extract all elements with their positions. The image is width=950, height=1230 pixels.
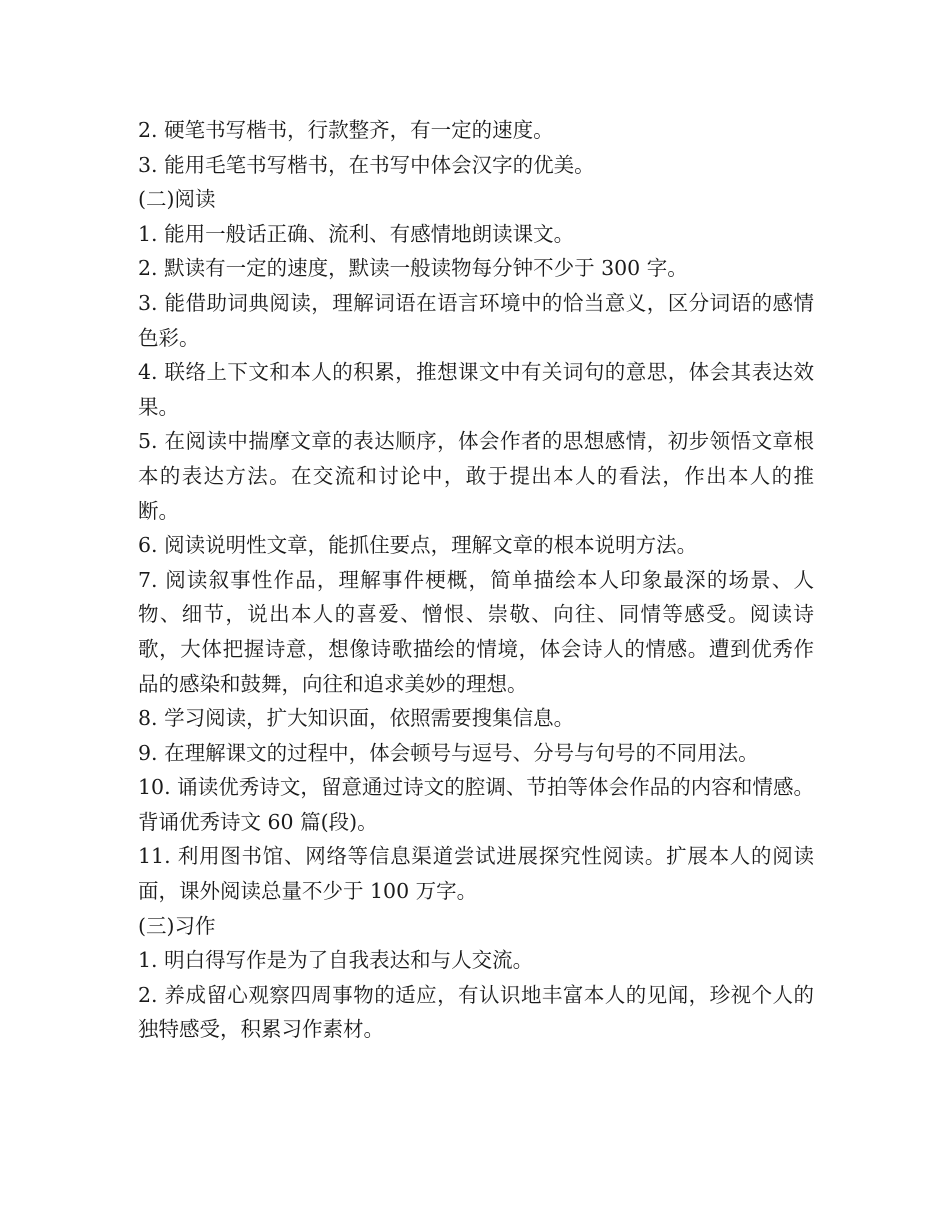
document-body [138,113,814,1047]
section-heading-reading: (二)阅读 [138,187,216,212]
paragraph-reading-8: 8. 学习阅读，扩大知识面，依照需要搜集信息。 [138,706,575,731]
paragraph-reading-2: 2. 默读有一定的速度，默读一般读物每分钟不少于 300 字。 [138,256,688,281]
paragraph-reading-5: 5. 在阅读中揣摩文章的表达顺序，体会作者的思想感情，初步领悟文章根本的表达方法。在交流和讨论中，敢于提出本人的看法，作出本人的推断。 [138,429,814,523]
paragraph-reading-6: 6. 阅读说明性文章，能抓住要点，理解文章的根本说明方法。 [138,533,698,558]
paragraph-composition-1: 1. 明白得写作是为了自我表达和与人交流。 [138,948,534,973]
paragraph-writing-3: 3. 能用毛笔书写楷书，在书写中体会汉字的优美。 [138,152,595,177]
paragraph-reading-11: 11. 利用图书馆、网络等信息渠道尝试进展探究性阅读。扩展本人的阅读面，课外阅读总量不少于 100 万字。 [138,844,814,904]
section-heading-composition: (三)习作 [138,913,216,938]
paragraph-composition-2: 2. 养成留心观察四周事物的适应，有认识地丰富本人的见闻，珍视个人的独特感受，积累习作素材。 [138,982,814,1042]
paragraph-reading-1: 1. 能用一般话正确、流利、有感情地朗读课文。 [138,221,575,246]
paragraph-reading-9: 9. 在理解课文的过程中，体会顿号与逗号、分号与句号的不同用法。 [138,740,759,765]
paragraph-reading-3: 3. 能借助词典阅读，理解词语在语言环境中的恰当意义，区分词语的感情色彩。 [138,290,814,350]
paragraph-reading-4: 4. 联络上下文和本人的积累，推想课文中有关词句的意思，体会其表达效果。 [138,360,814,419]
paragraph-reading-7: 7. 阅读叙事性作品，理解事件梗概，简单描绘本人印象最深的场景、人物、细节，说出本人的喜爱、憎恨、崇敬、向往、同情等感受。阅读诗歌，大体把握诗意，想像诗歌描绘的情境，体会诗人的情感。遭到优秀作品的感染和鼓舞，向往和追求美妙的理想。 [138,567,814,696]
paragraph-writing-2: 2. 硬笔书写楷书，行款整齐，有一定的速度。 [138,118,554,142]
paragraph-reading-10: 10. 诵读优秀诗文，留意通过诗文的腔调、节拍等体会作品的内容和情感。背诵优秀诗文 60 篇(段)。 [138,775,814,834]
